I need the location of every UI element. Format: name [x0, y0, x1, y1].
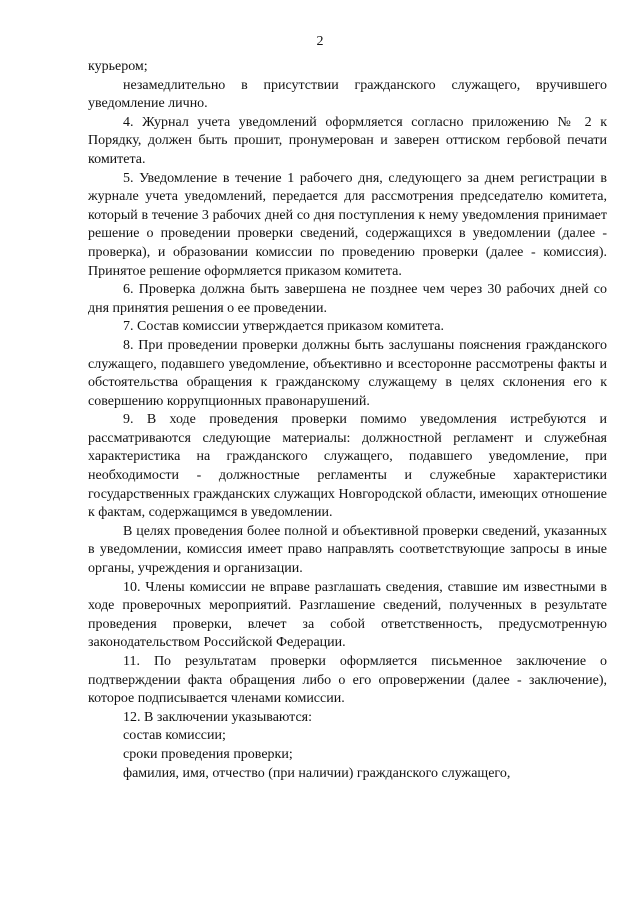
page-number: 2	[316, 34, 324, 49]
paragraph-item-5: 5. Уведомление в течение 1 рабочего дня, следующего за днем регистрации в журнале учета уведомлений, передается для рассмотрения председателю комитета, который в течение 3 рабочих дней со дня поступления к нему уведомления принимает решение о проведении проверки сведений, содержащихся в уведомлении (далее - проверка), и образовании комиссии по проведению проверки (далее - комиссия). Принятое решение оформляется приказом комитета.	[88, 170, 607, 279]
paragraph-item-12: 12. В заключении указываются:	[123, 709, 313, 725]
paragraph-item-7: 7. Состав комиссии утверждается приказом комитета.	[123, 319, 444, 335]
paragraph: В целях проведения более полной и объективной проверки сведений, указанных в уведомлении, комиссия имеет право направлять соответствующие запросы в иные органы, учреждения и организации.	[88, 523, 607, 577]
paragraph-item-9: 9. В ходе проведения проверки помимо уведомления истребуются и рассматриваются следующие материалы: должностной регламент и служебная характеристика на гражданского служащего, подавшего уведомление, при необходимости - должностные регламенты и служебные характеристики государственных гражданских служащих Новгородской области, имеющих отношение к фактам, содержащимся в уведомлении.	[88, 412, 607, 521]
list-item: состав комиссии;	[123, 728, 226, 744]
paragraph-item-10: 10. Члены комиссии не вправе разглашать сведения, ставшие им известными в ходе проверочных мероприятий. Разглашение сведений, полученных в результате проведения проверки, влечет за собой ответственность, предусмотренную законодательством Российской Федерации.	[88, 579, 607, 651]
paragraph-item-6: 6. Проверка должна быть завершена не позднее чем через 30 рабочих дней со дня принятия решения о ее проведении.	[88, 282, 607, 316]
paragraph-item-11: 11. По результатам проверки оформляется письменное заключение о подтверждении факта обращения либо о его опровержении (далее - заключение), которое подписывается членами комиссии.	[88, 654, 607, 707]
list-item: фамилия, имя, отчество (при наличии) гражданского служащего,	[123, 765, 511, 781]
paragraph-continuation: курьером;	[88, 59, 148, 74]
paragraph: незамедлительно в присутствии гражданского служащего, вручившего уведомление лично.	[88, 77, 607, 112]
document-body	[88, 58, 607, 783]
paragraph-item-4: 4. Журнал учета уведомлений оформляется согласно приложению № 2 к Порядку, должен быть прошит, пронумерован и заверен оттиском гербовой печати комитета.	[88, 114, 607, 167]
paragraph-item-8: 8. При проведении проверки должны быть заслушаны пояснения гражданского служащего, подавшего уведомление, объективно и всесторонне рассмотрены факты и обстоятельства обращения к гражданскому служащему в целях склонения его к совершению коррупционных правонарушений.	[88, 337, 607, 409]
list-item: сроки проведения проверки;	[123, 746, 293, 762]
